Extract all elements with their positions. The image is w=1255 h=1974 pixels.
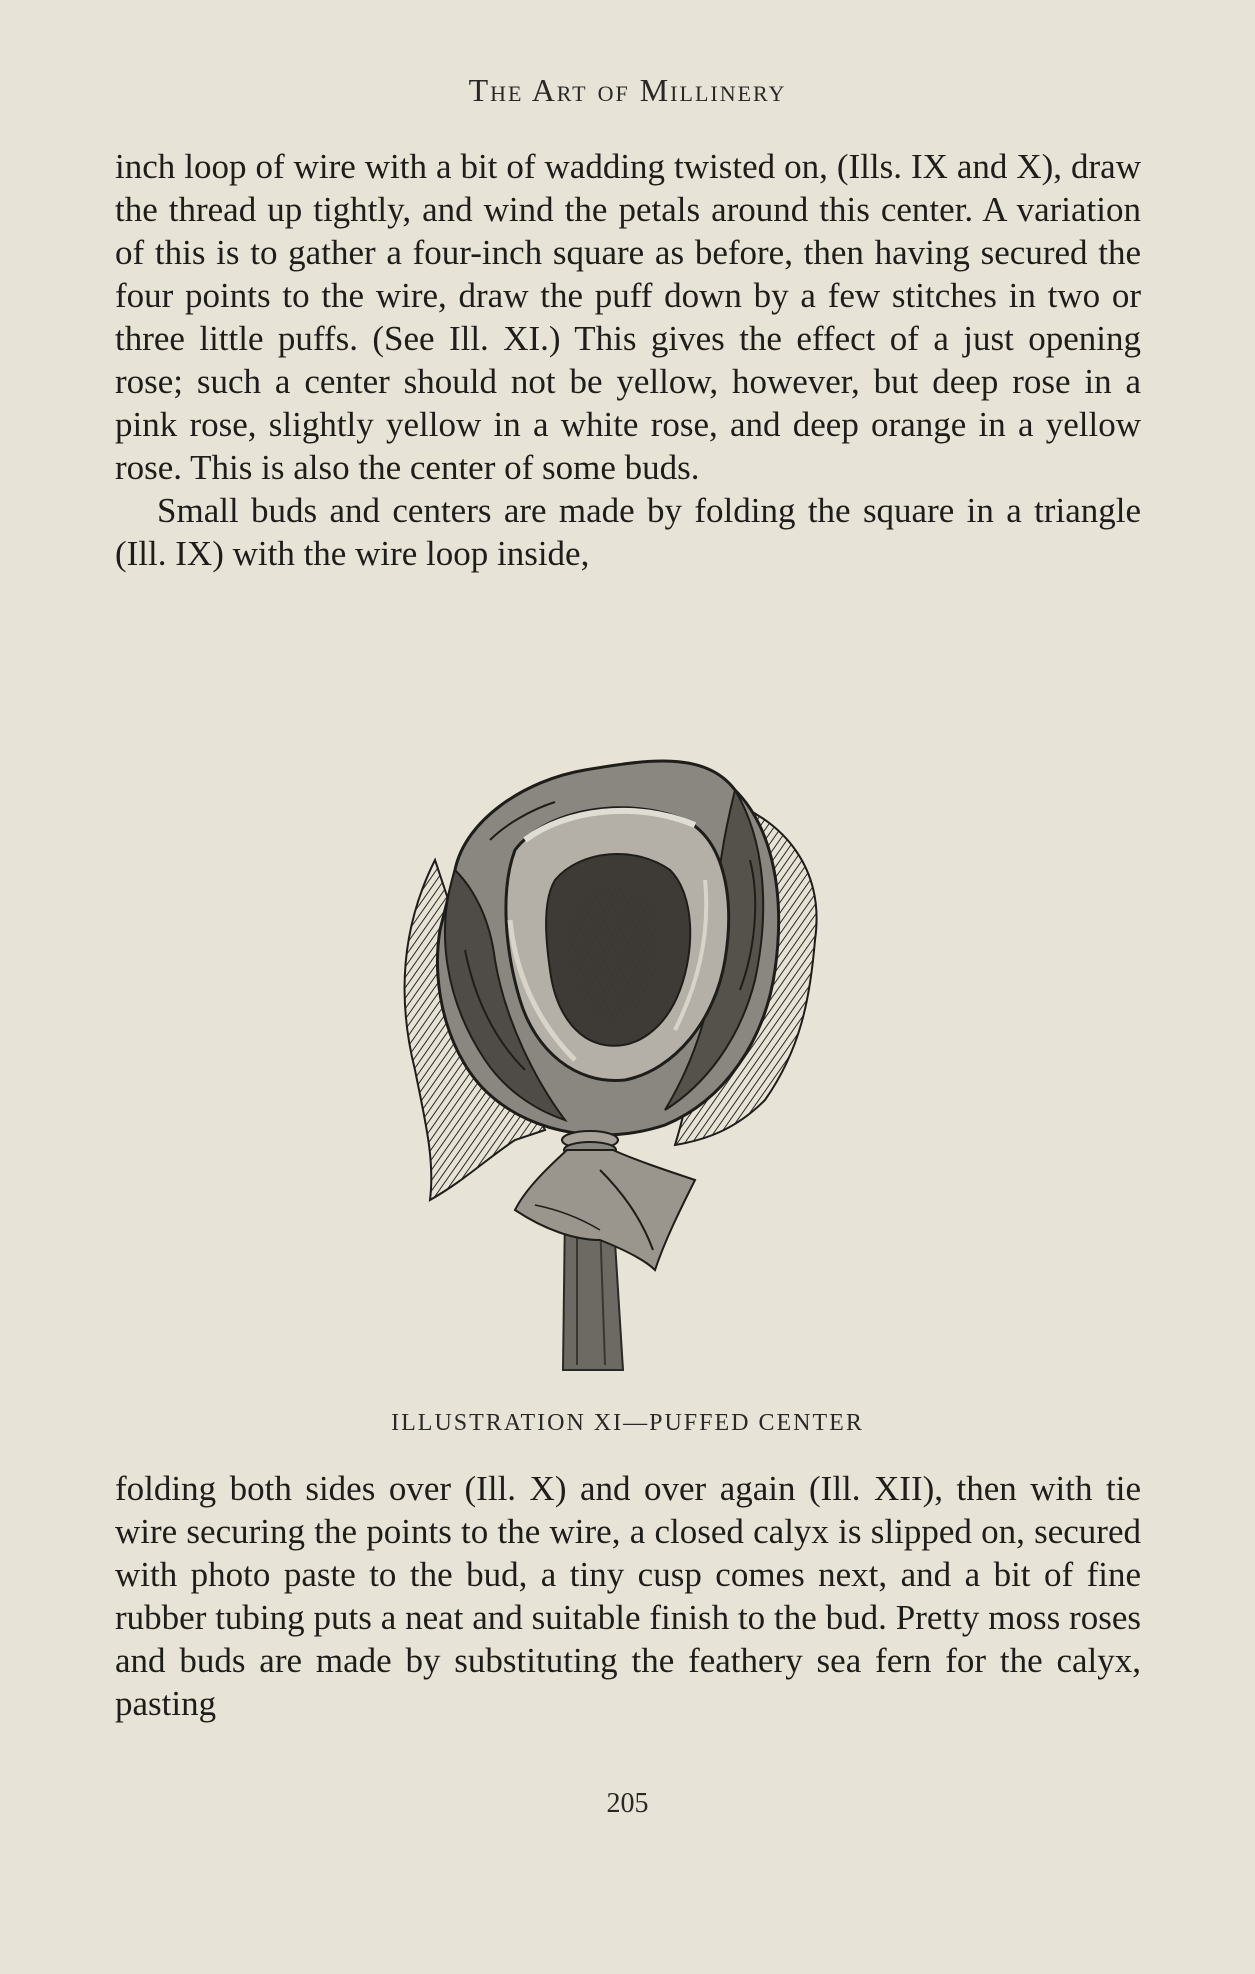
- page-number: 205: [606, 1788, 649, 1819]
- paragraph-small-buds: Small buds and centers are made by folding the square in a triangle (Ill. IX) with the wire loop inside,: [115, 491, 1141, 573]
- puffed-center-rose-drawing: [395, 740, 855, 1380]
- paragraph-continued: inch loop of wire with a bit of wadding twisted on, (Ills. IX and X), draw the thread up tightly, and wind the petals around this center. A variation of this is to gather a four-inch square as before, then having secured the four points to the wire, draw the puff down by a few stitches in two or three little puffs. (See Ill. XI.) This gives the effect of a just opening rose; such a center should not be yellow, however, but deep rose in a pink rose, slightly yellow in a white rose, and deep orange in a yellow rose. This is also the center of some buds.: [115, 147, 1141, 487]
- rose-illustration: [395, 740, 855, 1380]
- paragraph-folding: folding both sides over (Ill. X) and over again (Ill. XII), then with tie wire securing the points to the wire, a closed calyx is slipped on, secured with photo paste to the bud, a tiny cusp comes next, and a bit of fine rubber tubing puts a neat and suitable finish to the bud. Pretty moss roses and buds are made by substituting the feathery sea fern for the calyx, pasting: [115, 1469, 1141, 1723]
- figure-caption: ILLUSTRATION XI—PUFFED CENTER: [391, 1410, 864, 1436]
- body-text-bottom: [115, 1467, 1141, 1725]
- body-text-top: [115, 145, 1141, 575]
- running-head: The Art of Millinery: [468, 72, 787, 108]
